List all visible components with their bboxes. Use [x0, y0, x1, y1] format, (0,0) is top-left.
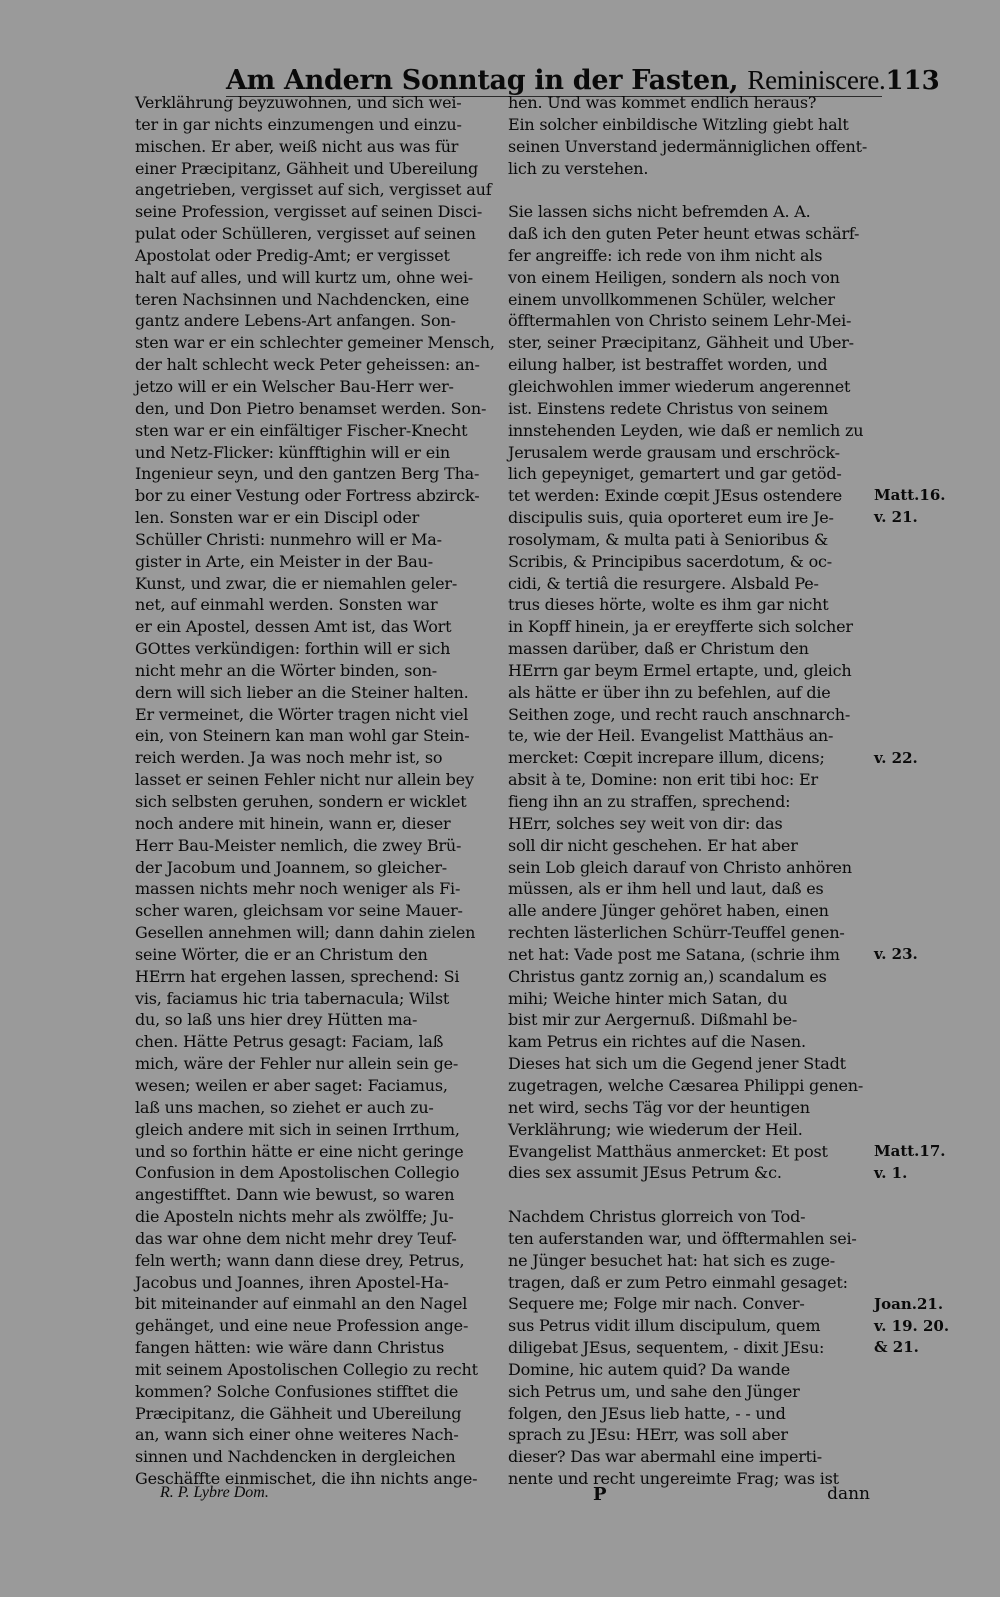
text-line: dieser? Das war abermahl eine imperti- — [508, 1447, 823, 1467]
text-line: massen darüber, daß er Christum den — [508, 639, 809, 659]
text-line: teren Nachsinnen und Nachdencken, eine — [135, 289, 470, 309]
text-line: Sie lassen sichs nicht befremden A. A. — [508, 202, 811, 222]
text-line: Christus gantz zornig an,) scandalum es — [508, 966, 827, 986]
text-line: Ein solcher einbildische Witzling giebt halt — [508, 114, 849, 134]
text-line: Dieses hat sich um die Gegend jener Stadt — [508, 1054, 846, 1074]
text-line: Er vermeinet, die Wörter tragen nicht viel — [135, 704, 469, 724]
text-line: net hat: Vade post me Satana, (schrie ihm — [508, 944, 840, 964]
text-line: jetzo will er ein Welscher Bau-Herr wer- — [135, 376, 454, 396]
text-line: fieng ihn an zu straffen, sprechend: — [508, 792, 791, 811]
text-line: ten auferstanden war, und öfftermahlen sei- — [508, 1228, 857, 1248]
text-line: angetrieben, vergisset auf sich, vergisset auf — [135, 180, 492, 200]
running-title-german: Am Andern Sonntag in der Fasten, — [226, 65, 739, 96]
running-title-latin: Reminiscere. — [747, 65, 886, 95]
text-line: eilung halber, ist bestraffet worden, und — [508, 355, 828, 375]
margin-reference: & 21. — [874, 1338, 919, 1357]
text-line: fer angreiffe: ich rede von ihm nicht als — [508, 245, 823, 265]
margin-reference: v. 23. — [874, 945, 918, 964]
catchword: dann — [827, 1484, 870, 1504]
text-line: pulat oder Schülleren, vergisset auf seinen — [135, 224, 476, 244]
text-line: Confusion in dem Apostolischen Collegio — [135, 1163, 460, 1183]
text-line: der halt schlecht weck Peter geheissen: an- — [135, 355, 480, 375]
text-line: von einem Heiligen, sondern als noch von — [508, 267, 840, 287]
text-line: Geschäffte einmischet, die ihn nichts ange- — [135, 1469, 478, 1489]
text-line: net wird, sechs Täg vor der heuntigen — [508, 1097, 810, 1117]
text-line: laß uns machen, so ziehet er auch zu- — [135, 1097, 434, 1117]
text-line: den, und Don Pietro benamset werden. Son- — [135, 398, 487, 418]
text-line: Sequere me; Folge mir nach. Conver- — [508, 1294, 805, 1314]
text-line: sich selbsten geruhen, sondern er wicklet — [135, 792, 467, 811]
printer-signature: R. P. Lybre Dom. — [160, 1484, 269, 1501]
text-line: Verklährung beyzuwohnen, und sich wei- — [135, 93, 462, 112]
margin-reference: v. 19. 20. — [874, 1316, 950, 1335]
text-line: sprach zu JEsu: HErr, was soll aber — [508, 1425, 788, 1445]
text-line: einem unvollkommenen Schüler, welcher — [508, 289, 835, 309]
text-line: gleich andere mit sich in seinen Irrthum, — [135, 1119, 460, 1139]
text-line: in Kopff hinein, ja er ereyfferte sich solcher — [508, 617, 853, 637]
text-line: öfftermahlen von Christo seinem Lehr-Mei- — [508, 311, 852, 331]
text-line: bist mir zur Aergernuß. Dißmahl be- — [508, 1010, 798, 1030]
text-line: sten war er ein einfältiger Fischer-Knecht — [135, 420, 468, 440]
text-line: scher waren, gleichsam vor seine Mauer- — [135, 901, 463, 921]
margin-reference: Matt.17. — [874, 1141, 946, 1160]
text-line: lich zu verstehen. — [508, 158, 649, 178]
right-text-column — [508, 92, 870, 1490]
margin-reference: Matt.16. — [874, 486, 946, 505]
text-line: massen nichts mehr noch weniger als Fi- — [135, 879, 461, 899]
text-line: wesen; weilen er aber saget: Faciamus, — [135, 1075, 448, 1095]
text-line: net, auf einmahl werden. Sonsten war — [135, 595, 438, 615]
text-line: mihi; Weiche hinter mich Satan, du — [508, 988, 788, 1008]
text-line: er ein Apostel, dessen Amt ist, das Wort — [135, 617, 452, 637]
text-line: Seithen zoge, und recht rauch anschnarch- — [508, 704, 851, 724]
text-line: GOttes verkündigen: forthin will er sich — [135, 639, 451, 659]
page-number: 113 — [885, 66, 940, 96]
text-line: cidi, & tertiâ die resurgere. Alsbald Pe- — [508, 573, 819, 593]
text-line: einer Præcipitanz, Gähheit und Ubereilung — [135, 158, 479, 178]
text-line: feln werth; wann dann diese drey, Petrus, — [135, 1250, 465, 1270]
text-line: reich werden. Ja was noch mehr ist, so — [135, 748, 443, 768]
text-line: seine Profession, vergisset auf seinen Disci- — [135, 202, 483, 222]
text-line: ne Jünger besuchet hat: hat sich es zuge- — [508, 1250, 836, 1270]
text-line: lasset er seinen Fehler nicht nur allein bey — [135, 770, 474, 790]
text-line: gantz andere Lebens-Art anfangen. Son- — [135, 311, 456, 331]
text-line: gister in Arte, ein Meister in der Bau- — [135, 551, 433, 571]
text-line: Apostolat oder Predig-Amt; er vergisset — [135, 245, 450, 265]
text-line: müssen, als er ihm hell und laut, daß es — [508, 879, 824, 899]
text-line: mercket: Cœpit increpare illum, dicens; — [508, 748, 825, 768]
text-line: als hätte er über ihn zu befehlen, auf die — [508, 682, 831, 702]
left-text-column — [135, 92, 495, 1490]
text-line: sich Petrus um, und sahe den Jünger — [508, 1381, 800, 1401]
text-line: trus dieses hörte, wolte es ihm gar nicht — [508, 595, 829, 615]
text-line: te, wie der Heil. Evangelist Matthäus an- — [508, 726, 834, 746]
margin-reference: v. 21. — [874, 508, 918, 527]
margin-reference: Joan.21. — [874, 1294, 944, 1313]
text-line: Verklährung; wie wiederum der Heil. — [508, 1119, 803, 1139]
text-line: len. Sonsten war er ein Discipl oder — [135, 508, 420, 528]
text-line: du, so laß uns hier drey Hütten ma- — [135, 1010, 418, 1030]
text-line: die Aposteln nichts mehr als zwölffe; Ju- — [135, 1207, 454, 1227]
text-line: soll dir nicht geschehen. Er hat aber — [508, 835, 798, 855]
text-line: das war ohne dem nicht mehr drey Teuf- — [135, 1228, 457, 1248]
running-header — [226, 52, 940, 97]
text-line: seinen Unverstand jedermänniglichen offent- — [508, 136, 868, 156]
text-line: tet werden: Exinde cœpit JEsus ostendere — [508, 486, 843, 506]
text-line: Jerusalem werde grausam und erschröck- — [508, 442, 840, 462]
text-line: mich, wäre der Fehler nur allein sein ge- — [135, 1054, 459, 1074]
text-line: ist. Einstens redete Christus von seinem — [508, 398, 828, 418]
text-line: hen. Und was kommet endlich heraus? — [508, 93, 817, 112]
text-line: Ingenieur seyn, und den gantzen Berg Tha- — [135, 464, 480, 484]
text-line: sus Petrus vidit illum discipulum, quem — [508, 1316, 821, 1336]
text-line: angestifftet. Dann wie bewust, so waren — [135, 1185, 455, 1205]
text-line: an, wann sich einer ohne weiteres Nach- — [135, 1425, 459, 1445]
text-line: bor zu einer Vestung oder Fortress abzirck- — [135, 486, 480, 506]
text-line: Nachdem Christus glorreich von Tod- — [508, 1207, 806, 1227]
text-line: discipulis suis, quia oporteret eum ire Je- — [508, 508, 834, 528]
text-line: Evangelist Matthäus anmercket: Et post — [508, 1141, 828, 1161]
margin-reference: v. 22. — [874, 748, 918, 767]
text-line: seine Wörter, die er an Christum den — [135, 944, 428, 964]
text-line: Herr Bau-Meister nemlich, die zwey Brü- — [135, 835, 462, 855]
text-line: und so forthin hätte er eine nicht geringe — [135, 1141, 464, 1161]
gathering-signature-mark: P — [593, 1484, 607, 1505]
text-line: gehänget, und eine neue Profession ange- — [135, 1316, 469, 1336]
page-footer — [135, 1484, 870, 1512]
text-line: fangen hätten: wie wäre dann Christus — [135, 1338, 445, 1358]
text-line: lich gepeyniget, gemartert und gar getöd- — [508, 464, 842, 484]
text-line: mischen. Er aber, weiß nicht aus was für — [135, 136, 459, 156]
text-line: Schüller Christi: nunmehro will er Ma- — [135, 529, 442, 549]
text-line: sinnen und Nachdencken in dergleichen — [135, 1447, 456, 1467]
text-line: ter in gar nichts einzumengen und einzu- — [135, 114, 462, 134]
text-line: alle andere Jünger gehöret haben, einen — [508, 901, 829, 921]
text-line: kam Petrus ein richtes auf die Nasen. — [508, 1032, 806, 1052]
text-line: Præcipitanz, die Gähheit und Ubereilung — [135, 1403, 462, 1423]
text-line: bit miteinander auf einmahl an den Nagel — [135, 1294, 468, 1314]
text-line: rechten lästerlichen Schürr-Teuffel genen- — [508, 923, 845, 943]
text-line: sein Lob gleich darauf von Christo anhören — [508, 857, 852, 877]
text-line: gleichwohlen immer wiederum angerennet — [508, 376, 851, 396]
text-line: innstehenden Leyden, wie daß er nemlich zu — [508, 420, 864, 440]
text-line — [508, 179, 870, 201]
text-line: dern will sich lieber an die Steiner halten. — [135, 682, 469, 702]
text-line: und Netz-Flicker: künfftighin will er ein — [135, 442, 451, 462]
text-line: Gesellen annehmen will; dann dahin zielen — [135, 923, 476, 943]
text-line: Jacobus und Joannes, ihren Apostel-Ha- — [135, 1272, 449, 1292]
text-line: der Jacobum und Joannem, so gleicher- — [135, 857, 448, 877]
text-line: rosolymam, & multa pati à Senioribus & — [508, 529, 829, 549]
text-line: HErrn hat ergehen lassen, sprechend: Si — [135, 966, 460, 986]
text-line: halt auf alles, und will kurtz um, ohne wei- — [135, 267, 473, 287]
text-line: daß ich den guten Peter heunt etwas schärf- — [508, 224, 860, 244]
text-line: diligebat JEsus, sequentem, - dixit JEsu: — [508, 1338, 825, 1358]
text-line: folgen, den JEsus lieb hatte, - - und — [508, 1403, 786, 1423]
text-line — [508, 1184, 870, 1206]
text-line: nente und recht ungereimte Frag; was ist — [508, 1469, 839, 1489]
text-line: Scribis, & Principibus sacerdotum, & oc- — [508, 551, 832, 571]
text-line: ein, von Steinern kan man wohl gar Stein- — [135, 726, 470, 746]
text-line: ster, seiner Præcipitanz, Gähheit und Uber- — [508, 333, 854, 353]
text-line: mit seinem Apostolischen Collegio zu recht — [135, 1359, 478, 1379]
text-line: vis, faciamus hic tria tabernacula; Wilst — [135, 988, 450, 1008]
text-line: absit à te, Domine: non erit tibi hoc: Er — [508, 770, 818, 790]
text-line: kommen? Solche Confusiones stifftet die — [135, 1381, 459, 1401]
text-line: sten war er ein schlechter gemeiner Mensch, — [135, 333, 495, 353]
text-line: Domine, hic autem quid? Da wande — [508, 1359, 791, 1379]
text-line: chen. Hätte Petrus gesagt: Faciam, laß — [135, 1032, 444, 1052]
text-line: noch andere mit hinein, wann er, dieser — [135, 813, 451, 833]
text-line: zugetragen, welche Cæsarea Philippi genen- — [508, 1075, 864, 1095]
text-line: tragen, daß er zum Petro einmahl gesaget: — [508, 1272, 848, 1292]
text-line: HErr, solches sey weit von dir: das — [508, 813, 783, 833]
text-line: Kunst, und zwar, die er niemahlen geler- — [135, 573, 458, 593]
text-line: nicht mehr an die Wörter binden, son- — [135, 660, 438, 680]
text-line: HErrn gar beym Ermel ertapte, und, gleich — [508, 660, 852, 680]
margin-reference: v. 1. — [874, 1163, 908, 1182]
text-line: dies sex assumit JEsus Petrum &c. — [508, 1163, 782, 1183]
